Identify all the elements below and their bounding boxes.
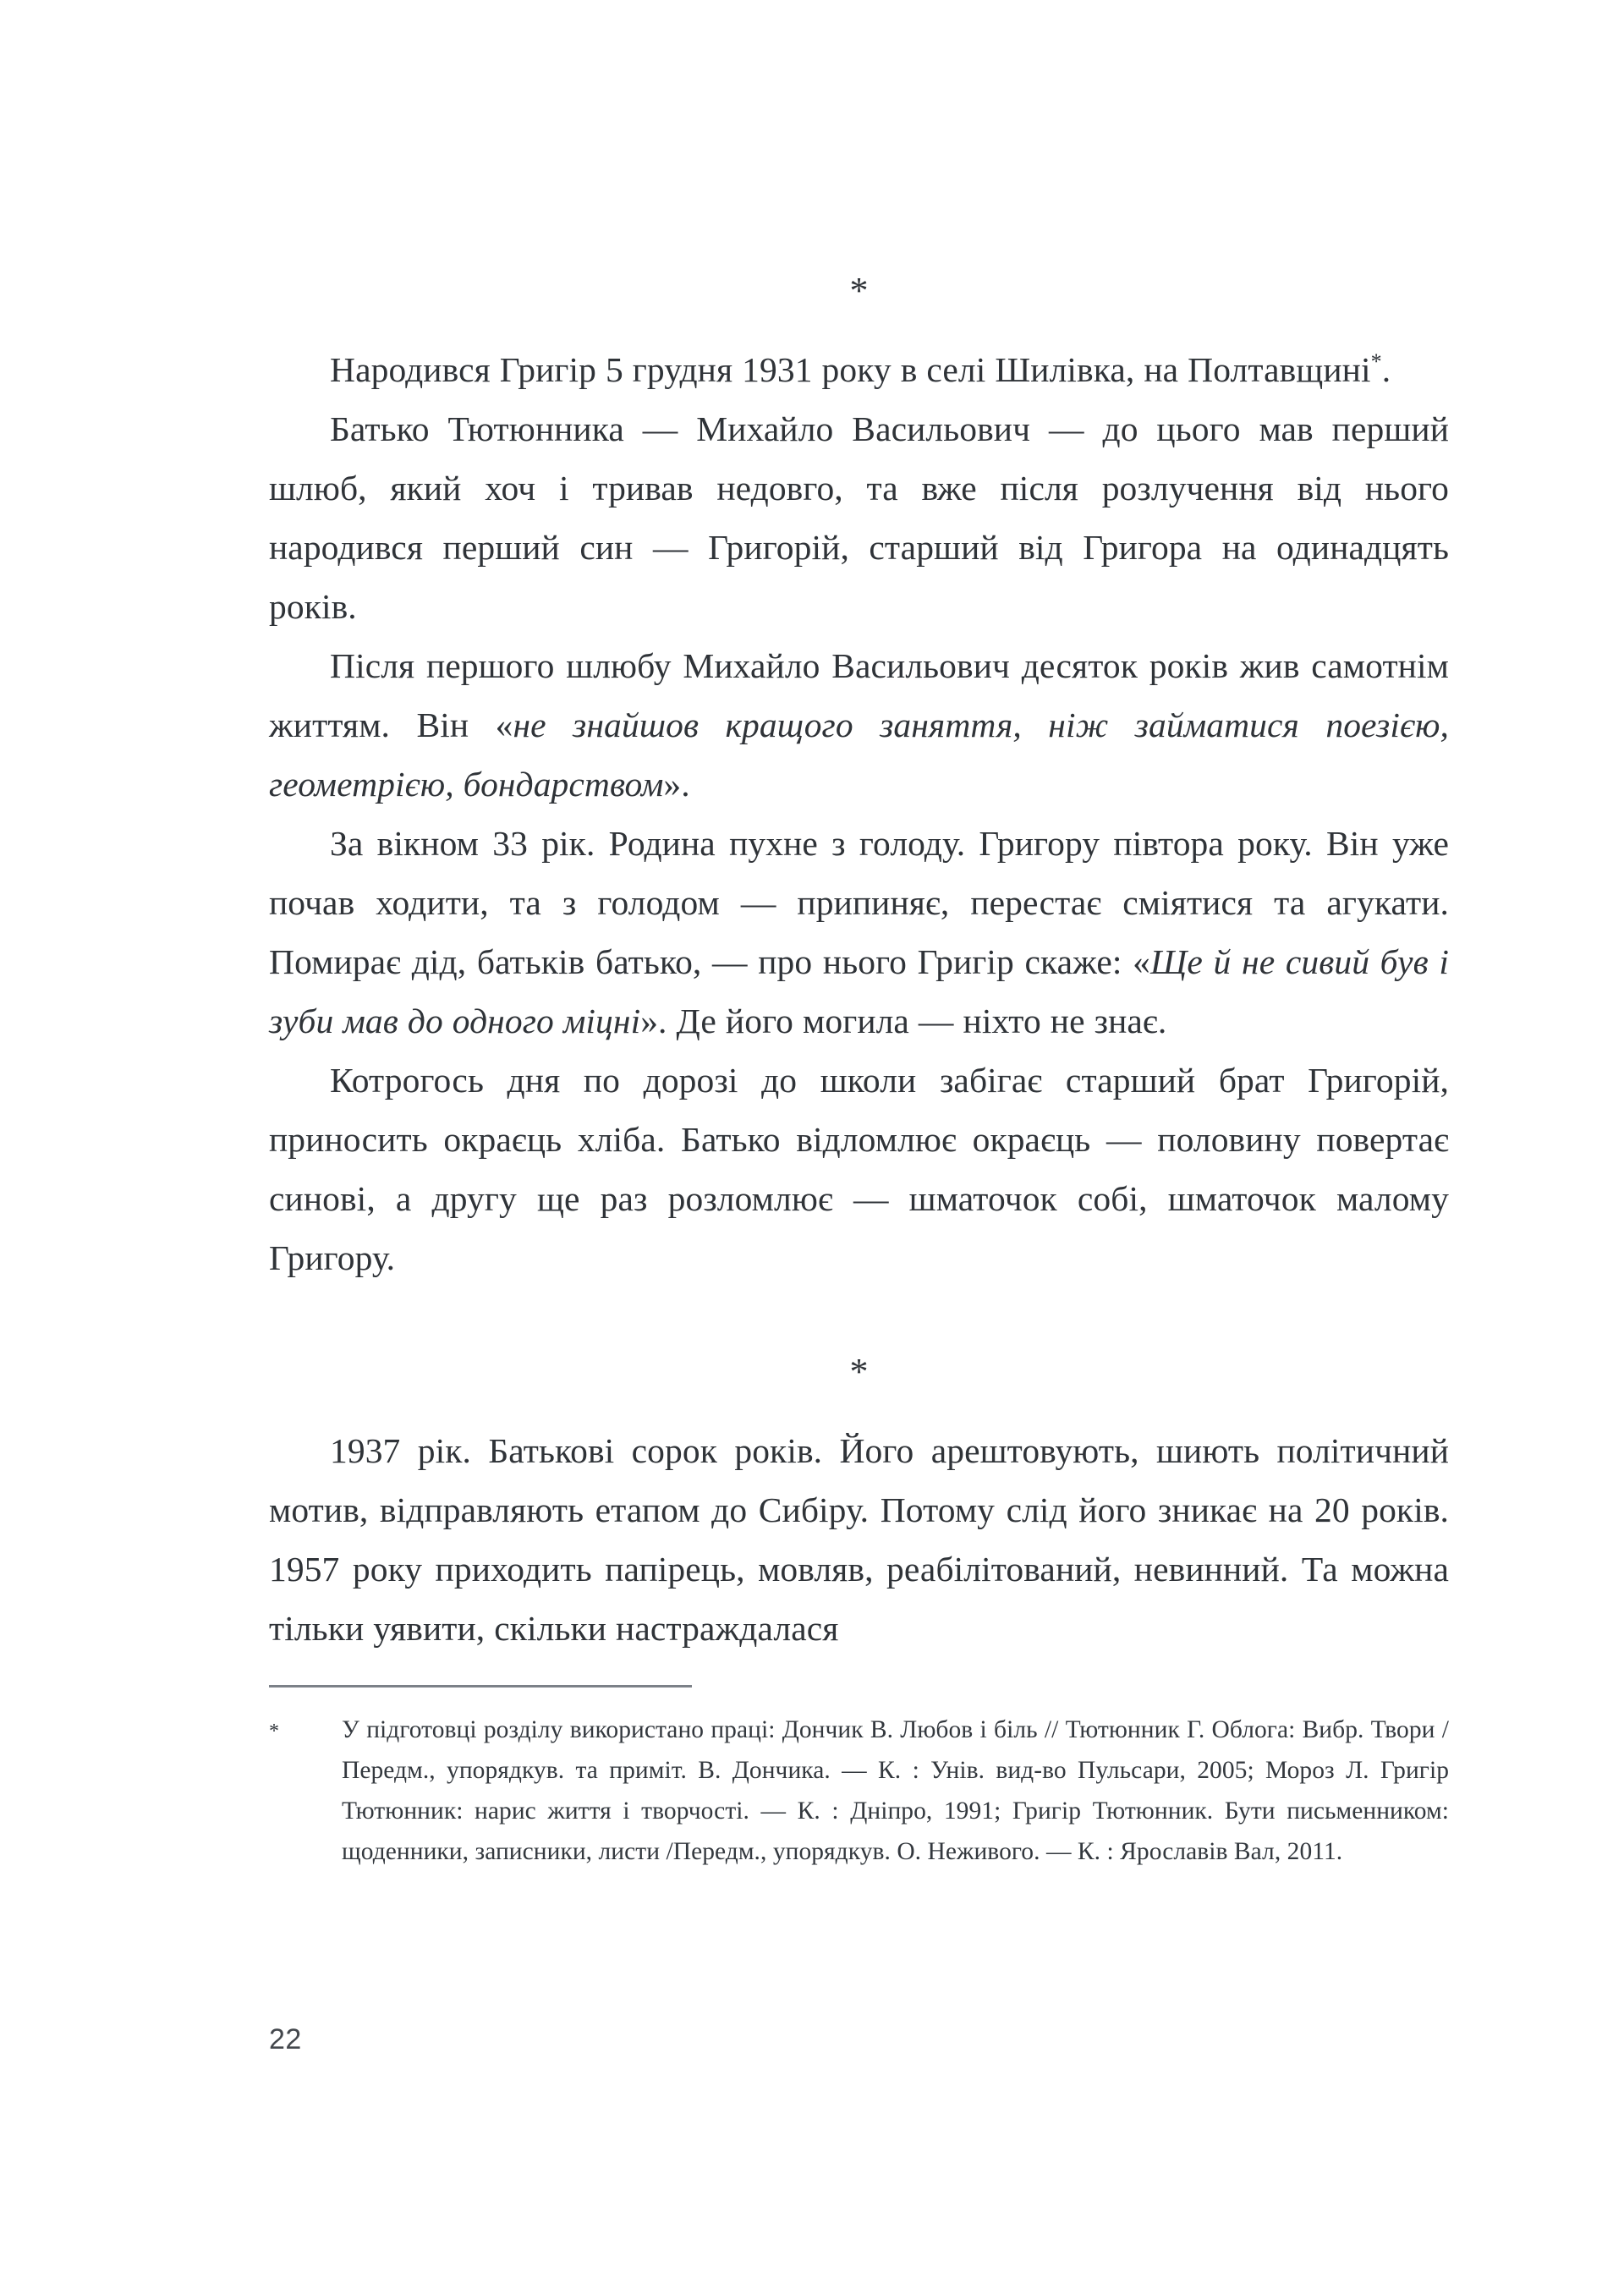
page-number: 22 [269,2023,302,2055]
quoted-italic-run: не знайшов кращого заняття, ніж займатися поезією, геометрією, бондарством [269,705,1449,804]
footnote-block [269,1685,1449,1872]
paragraph-bread-crust [269,1051,1449,1287]
paragraph-father [269,399,1449,636]
text-run: Після першого шлюбу Михайло Васильович десяток років жив самотнім життям. Він « [269,646,1449,744]
text-run: ». [663,765,690,804]
section-separator-asterisk-bottom: * [849,1351,869,1392]
paragraph-arrest-1937 [269,1421,1449,1658]
text-run: . [1381,350,1391,389]
footnote-text: У підготовці розділу використано праці: Дончик В. Любов і біль // Тютюнник Г. Облога: Вибр. Твори / Передм., упорядкув. та приміт. В. Дончика. — К. : Унів. вид-во Пульсари, 2005; Мороз Л. Григір Тютюнник: нарис життя і творчості. — К. : Дніпро, 1991; Григір Тютюнник. Бути письменником: щоденники, записники, листи /Передм., упорядкув. О. Неживого. — К. : Ярославів Вал, 2011. [342,1716,1449,1865]
footnote-marker: * [269,1720,279,1742]
text-run: Народився Григір 5 грудня 1931 року в селі Шилівка, на Полтавщині [330,350,1371,389]
text-run: Батько Тютюнника — Михайло Васильович — до цього мав перший шлюб, який хоч і тривав недовго, та вже після розлучення від нього народився перший син — Григорій, старший від Григора на одинадцять років. [269,409,1449,626]
text-run: За вікном 33 рік. Родина пухне з голоду. Григору півтора року. Він уже почав ходити, та з голодом — припиняє, перестає сміятися та агукати. Помирає дід, батьків батько, — про нього Григір скаже: « [269,824,1449,981]
text-column [269,0,1449,1658]
text-run: Котрогось дня по дорозі до школи забігає старший брат Григорій, приносить окраєць хліба. Батько відломлює окраєць — половину повертає синові, а другу ще раз розломлює — шматочок собі, шматочок малому Григору. [269,1061,1449,1277]
paragraph-famine-1933 [269,814,1449,1051]
quoted-italic-run: Ще й не сивий був і зуби мав до одного міцні [269,942,1449,1040]
paragraph-birth [269,340,1449,399]
footnote-entry [269,1709,1449,1872]
footnote-separator-rule [269,1685,692,1688]
text-run: 1937 рік. Батькові сорок років. Його арештовують, шиють політичний мотив, відправляють етапом до Сибіру. Потому слід його зникає на 20 років. 1957 року приходить папірець, мовляв, реабілітований, невинний. Та можна тільки уявити, скільки настраждалася [269,1431,1449,1648]
paragraph-solitary-life [269,636,1449,814]
text-run: ». Де його могила — ніхто не знає. [640,1002,1167,1040]
section-separator-asterisk-top: * [849,270,869,311]
footnote-reference-mark: * [1370,349,1382,375]
